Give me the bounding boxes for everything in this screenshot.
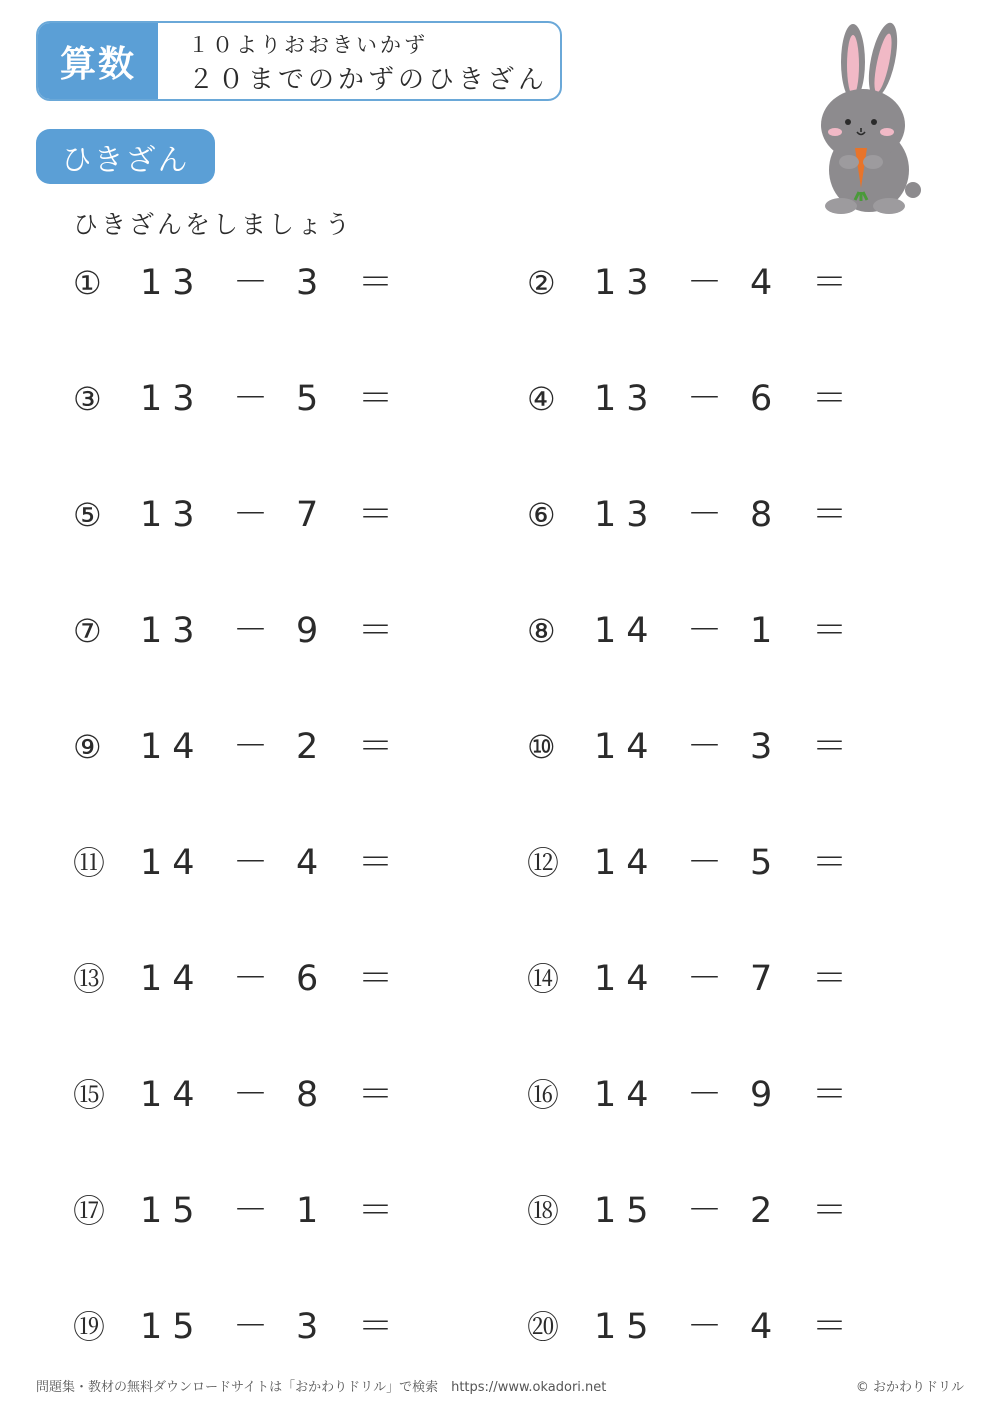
minuend: 13 (140, 379, 205, 419)
problem-number: ③ (73, 380, 102, 418)
problem-18 (527, 1186, 947, 1236)
minuend: 14 (140, 959, 205, 999)
minuend: 15 (594, 1191, 659, 1231)
problem-number: ⑥ (527, 496, 556, 534)
problem-20 (527, 1302, 947, 1352)
minuend: 13 (140, 495, 205, 535)
problem-15 (73, 1070, 493, 1120)
minus-sign: － (233, 843, 269, 883)
subtrahend: 1 (750, 611, 773, 651)
equals-sign: ＝ (812, 495, 848, 535)
minus-sign: － (233, 379, 269, 419)
unit-label: １０よりおおきいかず (188, 33, 428, 57)
footer-copyright: © おかわりドリル (855, 1380, 964, 1395)
subtrahend: 7 (296, 495, 319, 535)
equals-sign: ＝ (358, 495, 394, 535)
minus-sign: － (687, 263, 723, 303)
minus-sign: － (233, 495, 269, 535)
subtrahend: 8 (296, 1075, 319, 1115)
problem-14 (527, 954, 947, 1004)
problem-2 (527, 258, 947, 308)
equals-sign: ＝ (358, 1191, 394, 1231)
equals-sign: ＝ (358, 379, 394, 419)
equals-sign: ＝ (358, 1307, 394, 1347)
minus-sign: － (687, 1075, 723, 1115)
equals-sign: ＝ (812, 959, 848, 999)
minuend: 14 (594, 727, 659, 767)
minuend: 14 (594, 611, 659, 651)
problem-5 (73, 490, 493, 540)
problem-number: ⑲ (73, 1308, 106, 1346)
subtrahend: 6 (750, 379, 773, 419)
problem-8 (527, 606, 947, 656)
problem-12 (527, 838, 947, 888)
equals-sign: ＝ (812, 727, 848, 767)
minuend: 13 (594, 495, 659, 535)
problem-number: ② (527, 264, 556, 302)
subtrahend: 4 (750, 263, 773, 303)
equals-sign: ＝ (812, 1307, 848, 1347)
subtrahend: 2 (750, 1191, 773, 1231)
minus-sign: － (687, 1191, 723, 1231)
equals-sign: ＝ (358, 959, 394, 999)
minuend: 15 (140, 1307, 205, 1347)
problem-4 (527, 374, 947, 424)
instruction-text: ひきざんをしましょう (73, 210, 354, 239)
minuend: 14 (140, 727, 205, 767)
equals-sign: ＝ (812, 611, 848, 651)
problem-9 (73, 722, 493, 772)
minus-sign: － (687, 959, 723, 999)
minus-sign: － (687, 1307, 723, 1347)
equals-sign: ＝ (812, 263, 848, 303)
problem-number: ⑯ (527, 1076, 560, 1114)
subtrahend: 7 (750, 959, 773, 999)
subtrahend: 4 (750, 1307, 773, 1347)
problem-number: ⑧ (527, 612, 556, 650)
equals-sign: ＝ (812, 1075, 848, 1115)
minuend: 14 (140, 1075, 205, 1115)
worksheet-header (36, 21, 562, 101)
problem-number: ⑤ (73, 496, 102, 534)
subtrahend: 9 (296, 611, 319, 651)
minuend: 14 (594, 959, 659, 999)
equals-sign: ＝ (358, 611, 394, 651)
section-badge: ひきざん (36, 129, 215, 184)
subtrahend: 5 (296, 379, 319, 419)
problem-6 (527, 490, 947, 540)
problem-13 (73, 954, 493, 1004)
subtrahend: 5 (750, 843, 773, 883)
problem-number: ⑫ (527, 844, 560, 882)
problem-number: ④ (527, 380, 556, 418)
equals-sign: ＝ (358, 1075, 394, 1115)
minus-sign: － (687, 611, 723, 651)
minuend: 13 (140, 611, 205, 651)
equals-sign: ＝ (358, 843, 394, 883)
problem-number: ① (73, 264, 102, 302)
footer-site-note: 問題集・教材の無料ダウンロードサイトは「おかわりドリル」で検索 https://www.okadori.net (36, 1380, 607, 1395)
problem-3 (73, 374, 493, 424)
problem-number: ⑪ (73, 844, 106, 882)
problem-number: ⑱ (527, 1192, 560, 1230)
problem-number: ⑨ (73, 728, 102, 766)
problem-17 (73, 1186, 493, 1236)
problem-10 (527, 722, 947, 772)
minus-sign: － (233, 1191, 269, 1231)
minus-sign: － (233, 959, 269, 999)
minus-sign: － (233, 1075, 269, 1115)
subject-label: 算数 (38, 23, 158, 99)
minuend: 13 (140, 263, 205, 303)
subtrahend: 8 (750, 495, 773, 535)
worksheet-title: ２０までのかずのひきざん (188, 65, 549, 95)
minuend: 13 (594, 263, 659, 303)
minuend: 14 (594, 843, 659, 883)
problem-number: ⑮ (73, 1076, 106, 1114)
minuend: 15 (594, 1307, 659, 1347)
minus-sign: － (687, 727, 723, 767)
equals-sign: ＝ (812, 379, 848, 419)
minuend: 13 (594, 379, 659, 419)
equals-sign: ＝ (812, 843, 848, 883)
minus-sign: － (687, 495, 723, 535)
minuend: 15 (140, 1191, 205, 1231)
subtrahend: 2 (296, 727, 319, 767)
problem-number: ⑦ (73, 612, 102, 650)
minus-sign: － (233, 263, 269, 303)
problem-number: ⑬ (73, 960, 106, 998)
subtrahend: 3 (750, 727, 773, 767)
minus-sign: － (233, 1307, 269, 1347)
minus-sign: － (687, 379, 723, 419)
equals-sign: ＝ (812, 1191, 848, 1231)
problem-19 (73, 1302, 493, 1352)
problem-number: ⑳ (527, 1308, 560, 1346)
minus-sign: － (687, 843, 723, 883)
equals-sign: ＝ (358, 727, 394, 767)
problem-11 (73, 838, 493, 888)
subtrahend: 6 (296, 959, 319, 999)
rabbit-holding-carrot-icon (815, 20, 925, 216)
problem-7 (73, 606, 493, 656)
minus-sign: － (233, 727, 269, 767)
subtrahend: 1 (296, 1191, 319, 1231)
problem-number: ⑰ (73, 1192, 106, 1230)
problem-1 (73, 258, 493, 308)
minuend: 14 (594, 1075, 659, 1115)
subtrahend: 3 (296, 263, 319, 303)
problem-number: ⑩ (527, 728, 556, 766)
subtrahend: 9 (750, 1075, 773, 1115)
subtrahend: 4 (296, 843, 319, 883)
problem-number: ⑭ (527, 960, 560, 998)
problem-16 (527, 1070, 947, 1120)
equals-sign: ＝ (358, 263, 394, 303)
subtrahend: 3 (296, 1307, 319, 1347)
minuend: 14 (140, 843, 205, 883)
minus-sign: － (233, 611, 269, 651)
